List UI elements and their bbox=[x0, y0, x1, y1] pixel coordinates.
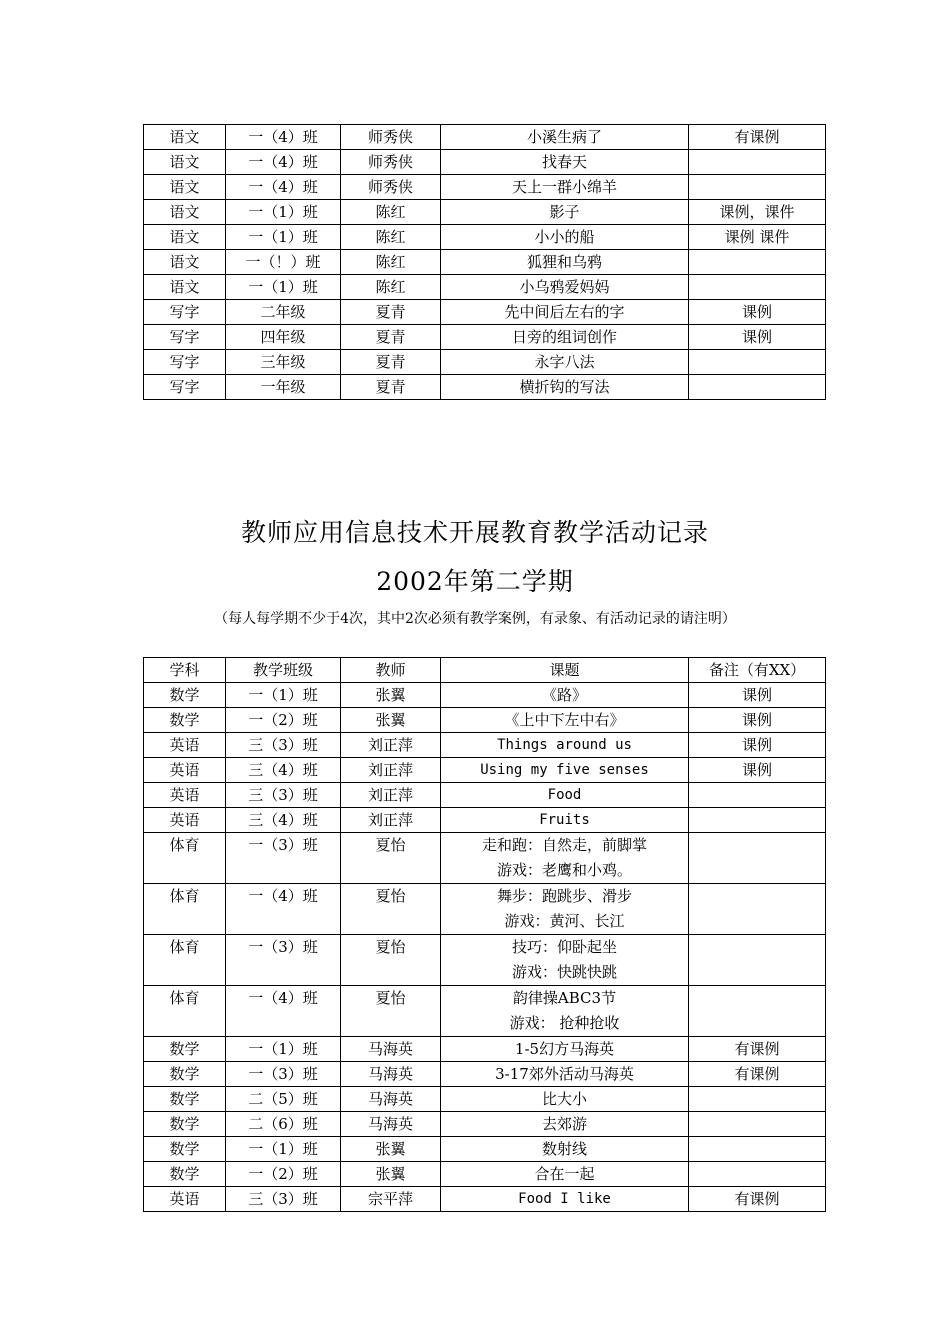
teacher-cell: 夏怡 bbox=[341, 884, 441, 935]
teacher-cell: 师秀侠 bbox=[341, 175, 441, 200]
teacher-cell: 宗平萍 bbox=[341, 1187, 441, 1212]
topic-cell: 去郊游 bbox=[441, 1112, 689, 1137]
subject-cell: 语文 bbox=[144, 150, 226, 175]
subject-cell: 体育 bbox=[144, 884, 226, 935]
topic-cell: 天上一群小绵羊 bbox=[441, 175, 689, 200]
class-cell: 一（1）班 bbox=[226, 683, 341, 708]
class-cell: 一（4）班 bbox=[226, 150, 341, 175]
topic-cell bbox=[441, 935, 689, 986]
class-cell: 一年级 bbox=[226, 375, 341, 400]
class-cell: 一（2）班 bbox=[226, 1162, 341, 1187]
subject-cell: 英语 bbox=[144, 758, 226, 783]
topic-cell: 数射线 bbox=[441, 1137, 689, 1162]
activity-record-table bbox=[143, 657, 826, 1212]
table-row bbox=[144, 175, 826, 200]
class-cell: 一（4）班 bbox=[226, 125, 341, 150]
subject-cell: 英语 bbox=[144, 1187, 226, 1212]
table-row bbox=[144, 708, 826, 733]
remark-cell: 课例，课件 bbox=[689, 200, 826, 225]
class-cell: 三（3）班 bbox=[226, 1187, 341, 1212]
class-cell: 一（3）班 bbox=[226, 935, 341, 986]
topic-line: 走和跑：自然走，前脚掌 bbox=[481, 836, 647, 854]
class-cell: 一（4）班 bbox=[226, 884, 341, 935]
remark-cell bbox=[689, 150, 826, 175]
class-cell: 二年级 bbox=[226, 300, 341, 325]
instruction-note: （每人每学期不少于4次，其中2次必须有教学案例，有录象、有活动记录的请注明） bbox=[214, 611, 736, 627]
subject-cell: 数学 bbox=[144, 708, 226, 733]
subject-cell: 语文 bbox=[144, 200, 226, 225]
table-row bbox=[144, 150, 826, 175]
teacher-cell: 夏怡 bbox=[341, 935, 441, 986]
topic-cell: 《路》 bbox=[441, 683, 689, 708]
teacher-cell: 陈红 bbox=[341, 275, 441, 300]
remark-cell bbox=[689, 175, 826, 200]
table-row bbox=[144, 300, 826, 325]
teacher-cell: 师秀侠 bbox=[341, 150, 441, 175]
topic-cell: 小溪生病了 bbox=[441, 125, 689, 150]
class-cell: 一（4）班 bbox=[226, 986, 341, 1037]
subject-cell: 语文 bbox=[144, 125, 226, 150]
table-row bbox=[144, 325, 826, 350]
remark-cell bbox=[689, 986, 826, 1037]
table-row bbox=[144, 375, 826, 400]
subject-cell: 体育 bbox=[144, 986, 226, 1037]
topic-line: 游戏：老鹰和小鸡。 bbox=[496, 861, 632, 879]
remark-cell bbox=[689, 350, 826, 375]
topic-cell bbox=[441, 986, 689, 1037]
teacher-cell: 夏青 bbox=[341, 325, 441, 350]
class-cell: 三（3）班 bbox=[226, 783, 341, 808]
teacher-cell: 马海英 bbox=[341, 1112, 441, 1137]
table-row bbox=[144, 808, 826, 833]
remark-cell: 课例 bbox=[689, 300, 826, 325]
table-row bbox=[144, 200, 826, 225]
teacher-cell: 刘正萍 bbox=[341, 733, 441, 758]
subject-cell: 英语 bbox=[144, 783, 226, 808]
remark-cell: 有课例 bbox=[689, 125, 826, 150]
remark-cell bbox=[689, 808, 826, 833]
table-row bbox=[144, 833, 826, 884]
table-row bbox=[144, 758, 826, 783]
remark-cell bbox=[689, 1112, 826, 1137]
topic-cell: 小小的船 bbox=[441, 225, 689, 250]
teacher-cell: 夏青 bbox=[341, 350, 441, 375]
subject-cell: 数学 bbox=[144, 1162, 226, 1187]
remark-cell bbox=[689, 275, 826, 300]
remark-cell bbox=[689, 1087, 826, 1112]
topic-cell: 狐狸和乌鸦 bbox=[441, 250, 689, 275]
teacher-cell: 马海英 bbox=[341, 1087, 441, 1112]
remark-cell bbox=[689, 833, 826, 884]
topic-cell: Fruits bbox=[441, 808, 689, 833]
class-cell: 二（6）班 bbox=[226, 1112, 341, 1137]
class-cell: 三年级 bbox=[226, 350, 341, 375]
class-cell: 一（1）班 bbox=[226, 1137, 341, 1162]
teacher-cell: 张翼 bbox=[341, 1162, 441, 1187]
table-row bbox=[144, 986, 826, 1037]
topic-cell: Food I like bbox=[441, 1187, 689, 1212]
topic-cell: 先中间后左右的字 bbox=[441, 300, 689, 325]
topic-cell bbox=[441, 884, 689, 935]
remark-cell bbox=[689, 375, 826, 400]
topic-line: 技巧：仰卧起坐 bbox=[511, 938, 617, 956]
class-cell: 一（1）班 bbox=[226, 275, 341, 300]
remark-cell bbox=[689, 1162, 826, 1187]
teacher-cell: 夏怡 bbox=[341, 986, 441, 1037]
subject-cell: 写字 bbox=[144, 350, 226, 375]
remark-cell: 课例 bbox=[689, 733, 826, 758]
topic-cell: 《上中下左中右》 bbox=[441, 708, 689, 733]
subject-cell: 体育 bbox=[144, 833, 226, 884]
remark-cell bbox=[689, 250, 826, 275]
table-header-row bbox=[144, 658, 826, 683]
table-row bbox=[144, 1162, 826, 1187]
teacher-cell: 马海英 bbox=[341, 1062, 441, 1087]
teacher-cell: 刘正萍 bbox=[341, 808, 441, 833]
table-row bbox=[144, 1087, 826, 1112]
top-record-table bbox=[143, 124, 826, 400]
remark-cell: 课例 bbox=[689, 325, 826, 350]
teacher-cell: 夏青 bbox=[341, 375, 441, 400]
subject-cell: 数学 bbox=[144, 1137, 226, 1162]
topic-cell: 1-5幻方马海英 bbox=[441, 1037, 689, 1062]
remark-cell: 课例 bbox=[689, 758, 826, 783]
subject-cell: 写字 bbox=[144, 375, 226, 400]
topic-cell: 日旁的组词创作 bbox=[441, 325, 689, 350]
subject-cell: 语文 bbox=[144, 175, 226, 200]
topic-cell: 永字八法 bbox=[441, 350, 689, 375]
header-subject: 学科 bbox=[144, 658, 226, 683]
topic-cell: 找春天 bbox=[441, 150, 689, 175]
remark-cell bbox=[689, 935, 826, 986]
topic-cell: 3-17郊外活动马海英 bbox=[441, 1062, 689, 1087]
header-teacher: 教师 bbox=[341, 658, 441, 683]
subject-cell: 写字 bbox=[144, 300, 226, 325]
teacher-cell: 师秀侠 bbox=[341, 125, 441, 150]
table-row bbox=[144, 1037, 826, 1062]
semester-subtitle: 2002年第二学期 bbox=[376, 567, 574, 596]
class-cell: 一（4）班 bbox=[226, 175, 341, 200]
remark-cell: 有课例 bbox=[689, 1062, 826, 1087]
table-row bbox=[144, 275, 826, 300]
subject-cell: 数学 bbox=[144, 683, 226, 708]
table-row bbox=[144, 884, 826, 935]
teacher-cell: 陈红 bbox=[341, 200, 441, 225]
subject-cell: 数学 bbox=[144, 1112, 226, 1137]
topic-cell: Things around us bbox=[441, 733, 689, 758]
topic-cell: 影子 bbox=[441, 200, 689, 225]
remark-cell: 有课例 bbox=[689, 1037, 826, 1062]
table-row bbox=[144, 1187, 826, 1212]
topic-line: 舞步：跑跳步、滑步 bbox=[496, 887, 632, 905]
header-topic: 课题 bbox=[441, 658, 689, 683]
page-title: 教师应用信息技术开展教育教学活动记录 bbox=[240, 518, 709, 547]
table-row bbox=[144, 225, 826, 250]
table-row bbox=[144, 250, 826, 275]
teacher-cell: 张翼 bbox=[341, 708, 441, 733]
subject-cell: 英语 bbox=[144, 733, 226, 758]
teacher-cell: 张翼 bbox=[341, 683, 441, 708]
subject-cell: 写字 bbox=[144, 325, 226, 350]
header-class: 教学班级 bbox=[226, 658, 341, 683]
class-cell: 一（1）班 bbox=[226, 1037, 341, 1062]
remark-cell: 课例 bbox=[689, 683, 826, 708]
teacher-cell: 夏怡 bbox=[341, 833, 441, 884]
teacher-cell: 马海英 bbox=[341, 1037, 441, 1062]
class-cell: 一（！）班 bbox=[226, 250, 341, 275]
topic-cell: 小乌鸦爱妈妈 bbox=[441, 275, 689, 300]
class-cell: 一（1）班 bbox=[226, 225, 341, 250]
class-cell: 一（2）班 bbox=[226, 708, 341, 733]
table-row bbox=[144, 1112, 826, 1137]
subject-cell: 数学 bbox=[144, 1062, 226, 1087]
remark-cell: 有课例 bbox=[689, 1187, 826, 1212]
class-cell: 二（5）班 bbox=[226, 1087, 341, 1112]
topic-cell: Food bbox=[441, 783, 689, 808]
class-cell: 三（3）班 bbox=[226, 733, 341, 758]
topic-cell: Using my five senses bbox=[441, 758, 689, 783]
topic-cell: 比大小 bbox=[441, 1087, 689, 1112]
remark-cell bbox=[689, 783, 826, 808]
subject-cell: 语文 bbox=[144, 250, 226, 275]
subject-cell: 数学 bbox=[144, 1037, 226, 1062]
teacher-cell: 刘正萍 bbox=[341, 758, 441, 783]
table-row bbox=[144, 350, 826, 375]
table-row bbox=[144, 1062, 826, 1087]
teacher-cell: 夏青 bbox=[341, 300, 441, 325]
remark-cell bbox=[689, 884, 826, 935]
class-cell: 三（4）班 bbox=[226, 808, 341, 833]
topic-cell: 合在一起 bbox=[441, 1162, 689, 1187]
topic-line: 游戏： 抢种抢收 bbox=[509, 1014, 620, 1032]
class-cell: 三（4）班 bbox=[226, 758, 341, 783]
table-row bbox=[144, 683, 826, 708]
remark-cell: 课例 bbox=[689, 708, 826, 733]
teacher-cell: 刘正萍 bbox=[341, 783, 441, 808]
class-cell: 一（3）班 bbox=[226, 833, 341, 884]
subject-cell: 数学 bbox=[144, 1087, 226, 1112]
subject-cell: 英语 bbox=[144, 808, 226, 833]
teacher-cell: 张翼 bbox=[341, 1137, 441, 1162]
class-cell: 一（1）班 bbox=[226, 200, 341, 225]
table-row bbox=[144, 783, 826, 808]
remark-cell bbox=[689, 1137, 826, 1162]
topic-cell: 横折钩的写法 bbox=[441, 375, 689, 400]
teacher-cell: 陈红 bbox=[341, 250, 441, 275]
class-cell: 一（3）班 bbox=[226, 1062, 341, 1087]
table-row bbox=[144, 733, 826, 758]
subject-cell: 语文 bbox=[144, 275, 226, 300]
teacher-cell: 陈红 bbox=[341, 225, 441, 250]
topic-line: 游戏：黄河、长江 bbox=[504, 912, 625, 930]
table-row bbox=[144, 935, 826, 986]
topic-line: 韵律操ABC3节 bbox=[512, 989, 617, 1007]
class-cell: 四年级 bbox=[226, 325, 341, 350]
header-remark: 备注（有XX） bbox=[689, 658, 826, 683]
subject-cell: 语文 bbox=[144, 225, 226, 250]
subject-cell: 体育 bbox=[144, 935, 226, 986]
table-row bbox=[144, 125, 826, 150]
topic-cell bbox=[441, 833, 689, 884]
topic-line: 游戏：快跳快跳 bbox=[511, 963, 617, 981]
table-row bbox=[144, 1137, 826, 1162]
remark-cell: 课例 课件 bbox=[689, 225, 826, 250]
